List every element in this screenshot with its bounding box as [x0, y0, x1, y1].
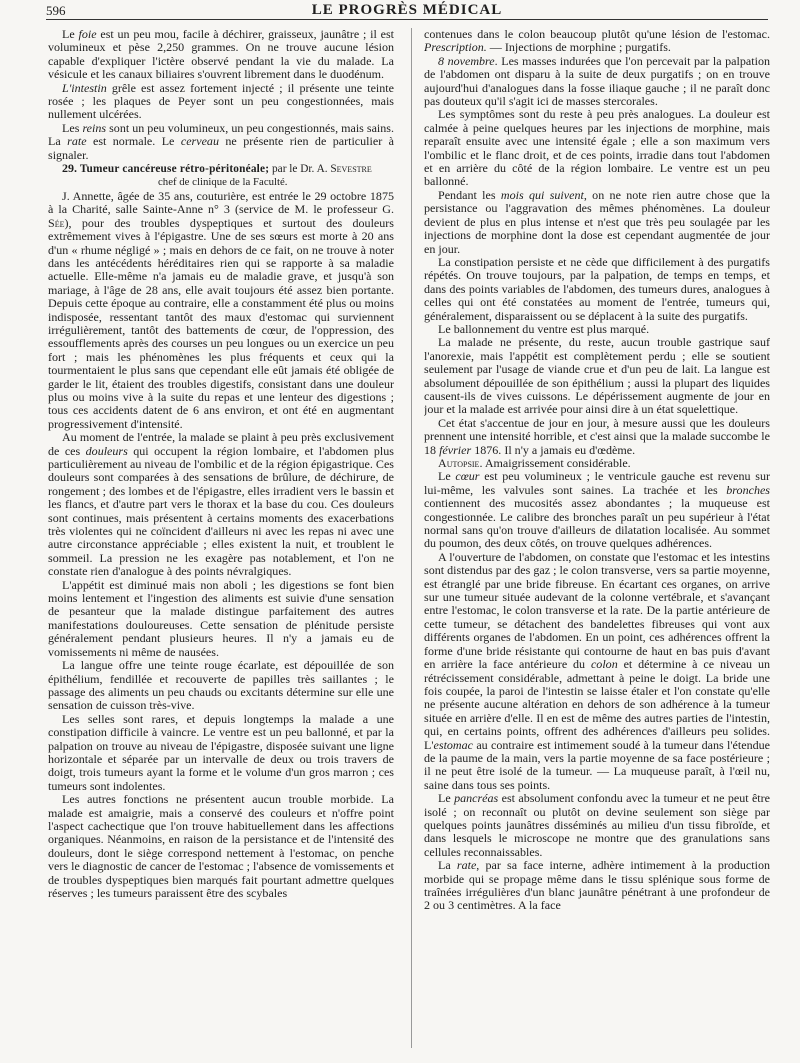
- paragraph: 8 novembre. Les masses indurées que l'on percevait par la palpation de l'abdomen ont disparu à la suite de deux purgatifs ; on en trouve aujourd'hui d'analogues dans la fosse iliaque gauche ; il ne paraît donc pas douteux qu'il s'agit ici de masses stercorales.: [424, 53, 770, 109]
- paragraph: Les reins sont un peu volumineux, un peu congestionnés, mais sains. La rate est normale. Le cerveau ne présente rien de particulier à signaler.: [48, 120, 394, 162]
- paragraph: La rate, par sa face interne, adhère intimement à la production morbide qui se propage même dans le tissu splénique sous forme de traînées irrégulières d'un blanc jaunâtre pénétrant à une profondeur de 2 ou 3 centimètres. A la face: [424, 858, 770, 913]
- paragraph: J. Annette, âgée de 35 ans, couturière, est entrée le 29 octobre 1875 à la Charité, salle Sainte-Anne n° 3 (service de M. le professeur G. Sée), pour des troubles dyspeptiques et surtout des douleurs extrêmement vives à l'épigastre. Une de ses sœurs est morte à 20 ans d'un « rhume négligé » ; mais en dehors de ce fait, on ne trouve à noter dans les antécédents héréditaires rien qui se rapporte à sa maladie actuelle. Elle-même n'a jamais eu de maladie grave, et jusqu'à son mariage, à l'âge de 28 ans, elle avait toujours été assez bien portante. Depuis cette époque au contraire, elle a constamment été plus ou moins indisposée, ressentant tantôt des maux d'estomac qui surviennent irrégulièrement, tantôt des battements de cœur, de l'oppression, des essoufflements après des courses un peu longues ou un exercice un peu fort ; mais les phénomènes les plus fréquents et ceux qui la tourmentaient le plus sans que cependant elle eût jamais été obligée de garder le lit, étaient des troubles digestifs, consistant dans une douleur plus ou moins vive à la suite du repas et une lenteur des digestions ; tous ces accidents datent de 6 ans environ, et ont été en augmentant progressivement d'intensité.: [48, 188, 394, 431]
- autopsy-label: Autopsie.: [438, 456, 483, 470]
- section-affiliation: chef de clinique de la Faculté.: [158, 176, 288, 189]
- paragraph: Le foie est un peu mou, facile à déchirer, graisseux, jaunâtre ; il est volumineux et pèse 2,250 grammes. On ne trouve aucune lésion capable d'expliquer l'ictère observé pendant la vie du malade. La vésicule et les canaux biliaires s'ouvrent librement dans le duodénum.: [48, 28, 394, 82]
- paragraph: contenues dans le colon beaucoup plutôt qu'une lésion de l'estomac. Prescription. — Injections de morphine ; purgatifs.: [424, 28, 770, 55]
- paragraph: La malade ne présente, du reste, aucun trouble gastrique sauf l'anorexie, mais l'appétit est complètement perdu ; elle se soutient seulement par l'usage de viande crue et d'un peu de lait. La langue est absolument dépouillée de son épithélium ; aussi la plupart des liquides causent-ils de vives cuissons. Le dépérissement augmente de jour en jour et la malade est arrivée pour ainsi dire à un état squelettique.: [424, 335, 770, 417]
- section-heading: [48, 162, 394, 190]
- paragraph: Les selles sont rares, et depuis longtemps la malade a une constipation difficile à vaincre. Le ventre est un peu ballonné, et par la palpation on trouve au niveau de l'épigastre, disposée suivant une ligne horizontale et séparée par un intervalle de deux ou trois travers de doigt, trois tumeurs ayant la forme et le volume d'un gros marron ; ces tumeurs sont indolentes.: [48, 711, 394, 793]
- paragraph: Le pancréas est absolument confondu avec la tumeur et ne peut être isolé ; on reconnaît ou plutôt on devine seulement son siège par quelques points jaunâtres disséminés au milieu d'un tissu fibroïde, et dans lesquels le microscope ne montre que des granulations sans cellules reconnaissables.: [424, 791, 770, 859]
- section-author: Sevestre: [330, 163, 372, 176]
- right-column: [424, 28, 770, 1048]
- page-header: [46, 0, 768, 20]
- section-number: 29.: [62, 161, 77, 176]
- paragraph: L'intestin grêle est assez fortement injecté ; il présente une teinte rosée ; les plaques de Peyer sont un peu congestionnées, mais nullement ulcérées.: [48, 80, 394, 122]
- journal-title: LE PROGRÈS MÉDICAL: [311, 2, 503, 18]
- paragraph: Le ballonnement du ventre est plus marqué.: [438, 321, 650, 336]
- paragraph: Pendant les mois qui suivent, on ne note rien autre chose que la persistance ou l'aggravation des mêmes phénomènes. La douleur devient de plus en plus intense et n'est que très peu soulagée par les injections de morphine dont la dose est cependant augmentée de jour en jour.: [424, 187, 770, 256]
- left-column: [48, 28, 394, 1048]
- paragraph: L'appétit est diminué mais non aboli ; les digestions se font bien moins lentement et l'ingestion des aliments est suivie d'une sensation de pesanteur que la malade distingue parfaitement des autres manifestations douloureuses. Cette sensation de plénitude persiste généralement pendant plusieurs heures. Il n'y a jamais eu de vomissements ni même de nausées.: [48, 577, 394, 659]
- paragraph: Autopsie. Amaigrissement considérable.: [438, 456, 631, 470]
- paragraph: Les autres fonctions ne présentent aucun trouble morbide. La malade est amaigrie, mais a conservé des couleurs et n'offre point l'aspect cachectique que l'on trouve habituellement dans les affections organiques. Néanmoins, en raison de la persistance et de l'intensité des douleurs, dont le siège correspond nettement à l'estomac, on penche vers le diagnostic de cancer de l'estomac ; l'absence de vomissements et de troubles dyspeptiques bien marqués fait pourtant admettre quelques réserves ; les tumeurs paraissent être des scybales: [48, 792, 394, 900]
- section-byline: par le Dr. A.: [269, 163, 331, 176]
- paragraph: La langue offre une teinte rouge écarlate, est dépouillée de son épithélium, fendillée et recouverte de papilles très saillantes ; le passage des aliments un peu chauds ou excitants détermine sur elle une sensation de cuisson très-vive.: [48, 658, 394, 713]
- section-title: Tumeur cancéreuse rétro-péritonéale;: [79, 163, 270, 176]
- paragraph: Le cœur est peu volumineux ; le ventricule gauche est revenu sur lui-même, les valvules sont saines. La trachée et les bronches contiennent des mucosités assez abondantes ; la muqueuse est congestionnée. Le calibre des bronches paraît un peu supérieur à l'état normal sans qu'on trouve d'ailleurs de dilatation localisée. Au sommet du poumon, des deux côtés, on trouve quelques adhérences.: [424, 469, 770, 551]
- paragraph: La constipation persiste et ne cède que difficilement à des purgatifs répétés. On trouve toujours, par la palpation, de temps en temps, et dans des points variables de l'abdomen, des tumeurs dures, analogues à celles qui ont été constatées au moment de l'entrée, tumeurs qui, généralement, disparaissent ou se déplacent à la suite des purgatifs.: [424, 254, 770, 323]
- page-number: 596: [46, 3, 66, 18]
- column-divider: [411, 28, 412, 1048]
- header-rule: [46, 19, 768, 20]
- paragraph: Les symptômes sont du reste à peu près analogues. La douleur est calmée à peine quelques heures par les injections de morphine, mais reparaît ensuite avec une intensité égale ; elle a son maximum vers l'ombilic et le flanc droit, et de ces points, irradie dans tout l'abdomen et en arrière du côté de la région lombaire. Le ventre est un peu ballonné.: [424, 107, 770, 189]
- paragraph: A l'ouverture de l'abdomen, on constate que l'estomac et les intestins sont distendus par des gaz ; le colon transverse, vers sa partie moyenne, est étranglé par une bride fibreuse. En écartant ces organes, on arrive sur une tumeur située audevant de la colonne vertébrale, et s'avançant entre l'estomac, le colon transverse et la rate. De la partie antérieure de cette tumeur, se détachent des bandelettes fibreuses qui vont aux différents organes de l'abdomen. En un point, ces adhérences offrent la forme d'une bride résistante qui contourne de haut en bas puis d'avant en arrière la face antérieure du colon et détermine à ce niveau un rétrécissement considérable, admettant à peine le doigt. La bride une fois coupée, la paroi de l'intestin se laisse étaler et l'on constate qu'elle ne présente aucune altération en dehors de son adhérence à la tumeur située en arrière d'elle. Il en est de même des autres parties de l'intestin, qui, en certains points, offrent des adhérences d'ailleurs peu solides. L'estomac au contraire est intimement soudé à la tumeur dans l'étendue de la paume de la main, vers la partie moyenne de sa face postérieure ; il ne peut être isolé de la tumeur. — La muqueuse paraît, à l'œil nu, saine dans tous ses points.: [424, 549, 770, 792]
- paragraph: Cet état s'accentue de jour en jour, à mesure aussi que les douleurs prennent une intensité horrible, et c'est ainsi que la malade succombe le 18 février 1876. Il n'y a jamais eu d'œdème.: [424, 415, 770, 457]
- paragraph: Au moment de l'entrée, la malade se plaint à peu près exclusivement de ces douleurs qui occupent la région lombaire, et l'abdomen plus particulièrement au niveau de l'ombilic et de la région épigastrique. Ces douleurs sont comparées à des sensations de brûlure, de déchirure, de rongement ; des lombes et de l'épigastre, elles irradient vers le bassin et les flancs, et d'autre part vers le thorax et la base du cou. Ces douleurs sont continues, mais présentent à certains moments des exacerbations très violentes qui ne coïncident d'ailleurs ni avec les repas ni avec une autre circonstance appréciable ; elles existent la nuit, et troublent le sommeil. La pression ne les exagère pas notablement, et l'on ne constate rien d'analogue à des points névralgiques.: [48, 430, 394, 579]
